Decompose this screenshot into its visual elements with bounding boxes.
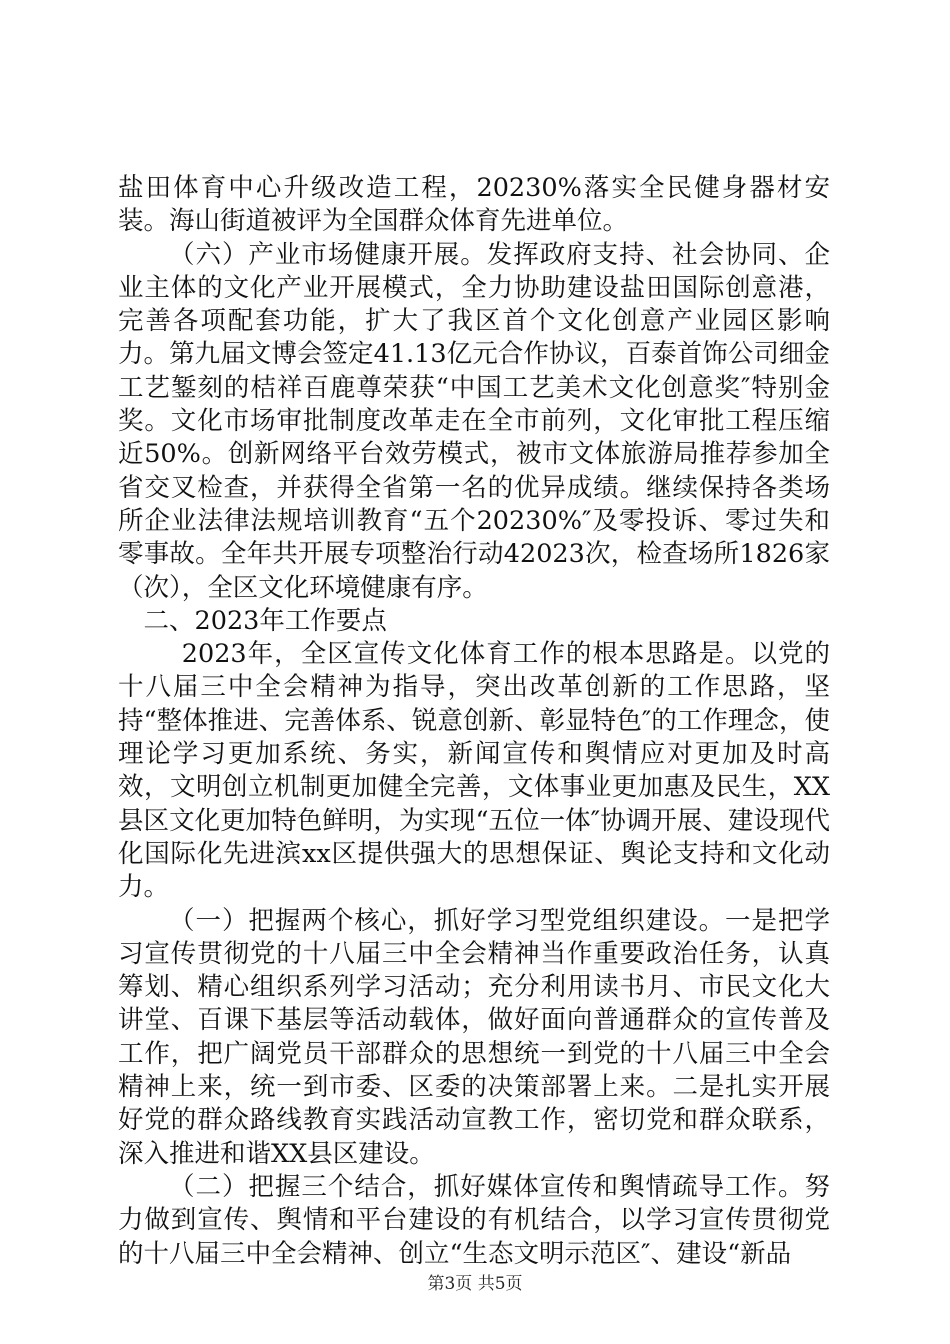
section-heading-2023-work-points: 二、2023年工作要点 [143,605,387,636]
paragraph-2023-basic-idea: 2023年，全区宣传文化体育工作的根本思路是。以党的十八届三中全会精神为指导，突出改革创新的工作思路，坚持“整体推进、完善体系、锐意创新、彰显特色″的工作理念，使理论学习更加系统、务实，新闻宣传和舆情应对更加及时高效，文明创立机制更加健全完善，文体事业更加惠及民生，XX县区文化更加特色鲜明，为实现“五位一体″协调开展、建设现代化国际化先进滨xx区提供强大的思想保证、舆论支持和文化动力。 [118,639,830,903]
paragraph-item-one: （一）把握两个核心，抓好学习型党组织建设。一是把学习宣传贯彻党的十八届三中全会精神当作重要政治任务，认真筹划、精心组织系列学习活动；充分利用读书月、市民文化大讲堂、百课下基层等活动载体，做好面向普通群众的宣传普及工作，把广阔党员干部群众的思想统一到党的十八届三中全会精神上来，统一到市委、区委的决策部署上来。二是扎实开展好党的群众路线教育实践活动宣教工作，密切党和群众联系，深入推进和谐XX县区建设。 [118,905,830,1169]
paragraph-item-two: （二）把握三个结合，抓好媒体宣传和舆情疏导工作。努力做到宣传、舆情和平台建设的有机结合，以学习宣传贯彻党的十八届三中全会精神、创立“生态文明示范区″、建设“新品 [118,1171,830,1269]
paragraph-section-six: （六）产业市场健康开展。发挥政府支持、社会协同、企业主体的文化产业开展模式，全力协助建设盐田国际创意港，完善各项配套功能，扩大了我区首个文化创意产业园区影响力。第九届文博会签定41.13亿元合作协议，百泰首饰公司细金工艺錾刻的桔祥百鹿尊荣获“中国工艺美术文化创意奖″特别金奖。文化市场审批制度改革走在全市前列，文化审批工程压缩近50%。创新网络平台效劳模式，被市文体旅游局推荐参加全省交叉检查，并获得全省第一名的优异成绩。继续保持各类场所企业法律法规培训教育“五个20230%″及零投诉、零过失和零事故。全年共开展专项整治行动42023次，检查场所1826家（次），全区文化环境健康有序。 [118,239,830,603]
page-number-footer: 第3页 共5页 [427,1274,523,1294]
document-body [118,172,830,1271]
paragraph-continuation: 盐田体育中心升级改造工程，20230%落实全民健身器材安装。海山街道被评为全国群众体育先进单位。 [118,173,830,237]
